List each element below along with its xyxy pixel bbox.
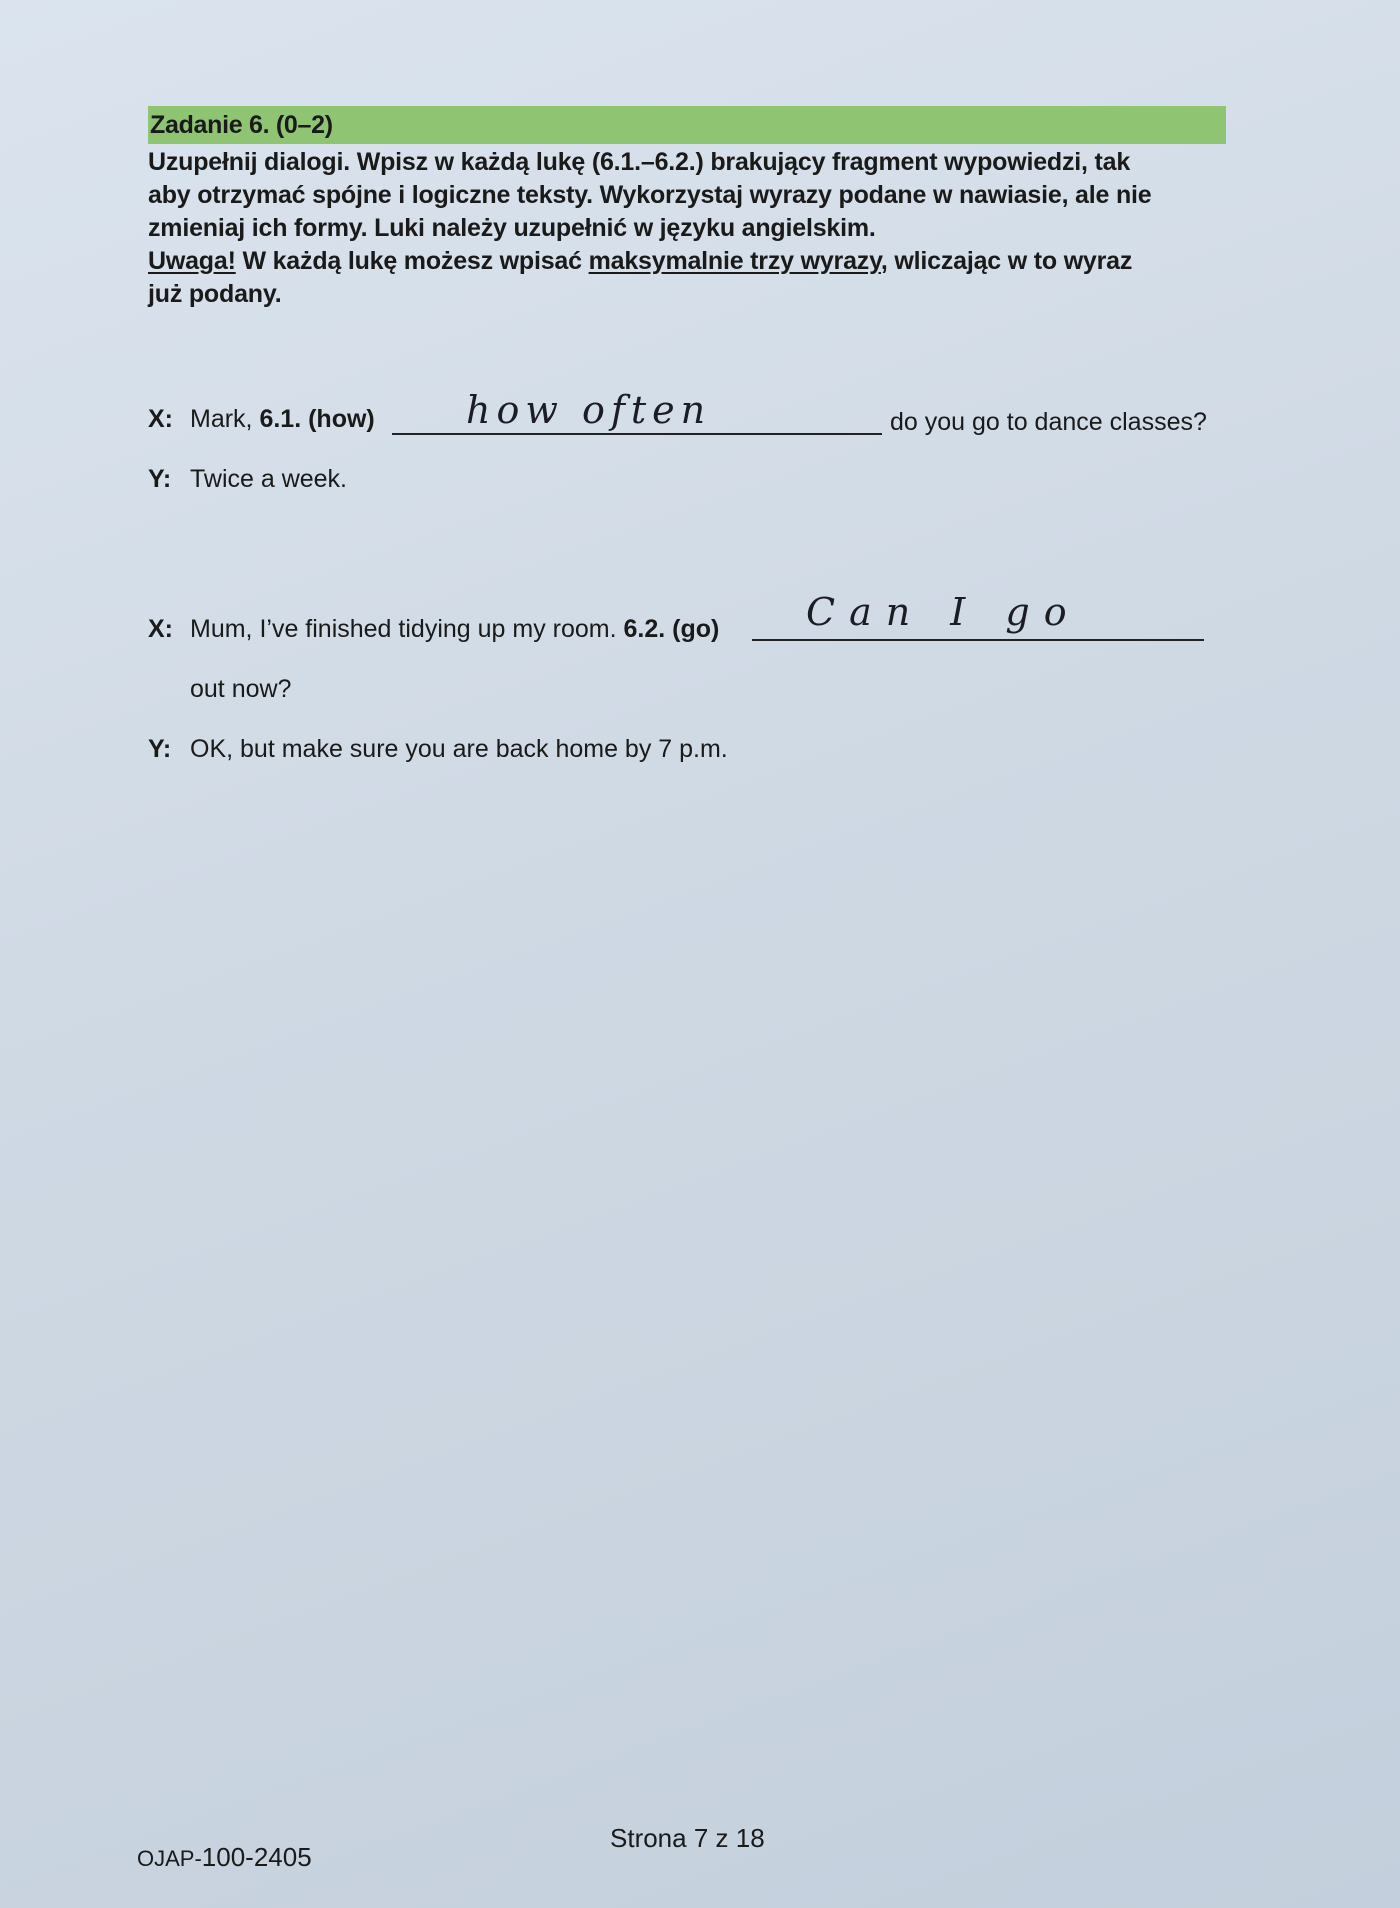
note-text: W każdą lukę możesz wpisać bbox=[235, 247, 589, 275]
hint-word: (how) bbox=[308, 405, 375, 433]
task-title: Zadanie 6. (0–2) bbox=[148, 106, 1226, 144]
item-number: 6.2. bbox=[623, 615, 666, 643]
note-label: Uwaga! bbox=[148, 247, 236, 275]
dialogue-text: Twice a week. bbox=[190, 465, 348, 493]
exam-code bbox=[137, 1842, 312, 1873]
note-text: , wliczając w to wyraz bbox=[880, 247, 1133, 275]
dialogue1-y-line bbox=[148, 465, 347, 494]
instructions-line: aby otrzymać spójne i logiczne teksty. Wykorzystaj wyrazy podane w nawiasie, ale nie bbox=[148, 181, 1152, 209]
dialogue-text: out now? bbox=[190, 675, 292, 703]
speaker-label: X: bbox=[148, 615, 173, 643]
task-instructions bbox=[148, 146, 1228, 311]
answer-blank-6-1[interactable] bbox=[392, 433, 882, 435]
page-number: Strona 7 z 18 bbox=[610, 1823, 765, 1853]
item-number: 6.1. bbox=[259, 405, 302, 433]
instructions-note bbox=[148, 245, 1228, 278]
speaker-label: X: bbox=[148, 405, 173, 433]
instructions-line: Uzupełnij dialogi. Wpisz w każdą lukę (6.1.–6.2.) brakujący fragment wypowiedzi, tak bbox=[148, 148, 1131, 176]
note-emphasis: maksymalnie trzy wyrazy bbox=[588, 247, 881, 275]
handwritten-answer: how often bbox=[466, 388, 712, 432]
speaker-label: Y: bbox=[148, 465, 172, 493]
dialogue-text: OK, but make sure you are back home by 7 p.m. bbox=[190, 735, 728, 763]
dialogue2-y-line bbox=[148, 735, 728, 764]
instructions-line: już podany. bbox=[148, 280, 282, 308]
task-block bbox=[148, 106, 1228, 311]
dialogue-text: Mark, bbox=[190, 405, 260, 433]
dialogue2-x-line bbox=[148, 615, 719, 644]
instructions-line: zmieniaj ich formy. Luki należy uzupełnić w języku angielskim. bbox=[148, 214, 876, 242]
hint-word: (go) bbox=[672, 615, 720, 643]
speaker-label: Y: bbox=[148, 735, 172, 763]
dialogue-text: Mum, I’ve finished tidying up my room. bbox=[190, 615, 624, 643]
dialogue1-x-line bbox=[148, 405, 375, 434]
handwritten-answer: Can I go bbox=[806, 590, 1081, 634]
exam-code-number: 100-2405 bbox=[201, 1842, 312, 1872]
exam-code-prefix: OJAP- bbox=[137, 1846, 202, 1871]
answer-blank-6-2[interactable] bbox=[752, 639, 1204, 641]
dialogue-text: do you go to dance classes? bbox=[890, 408, 1207, 436]
